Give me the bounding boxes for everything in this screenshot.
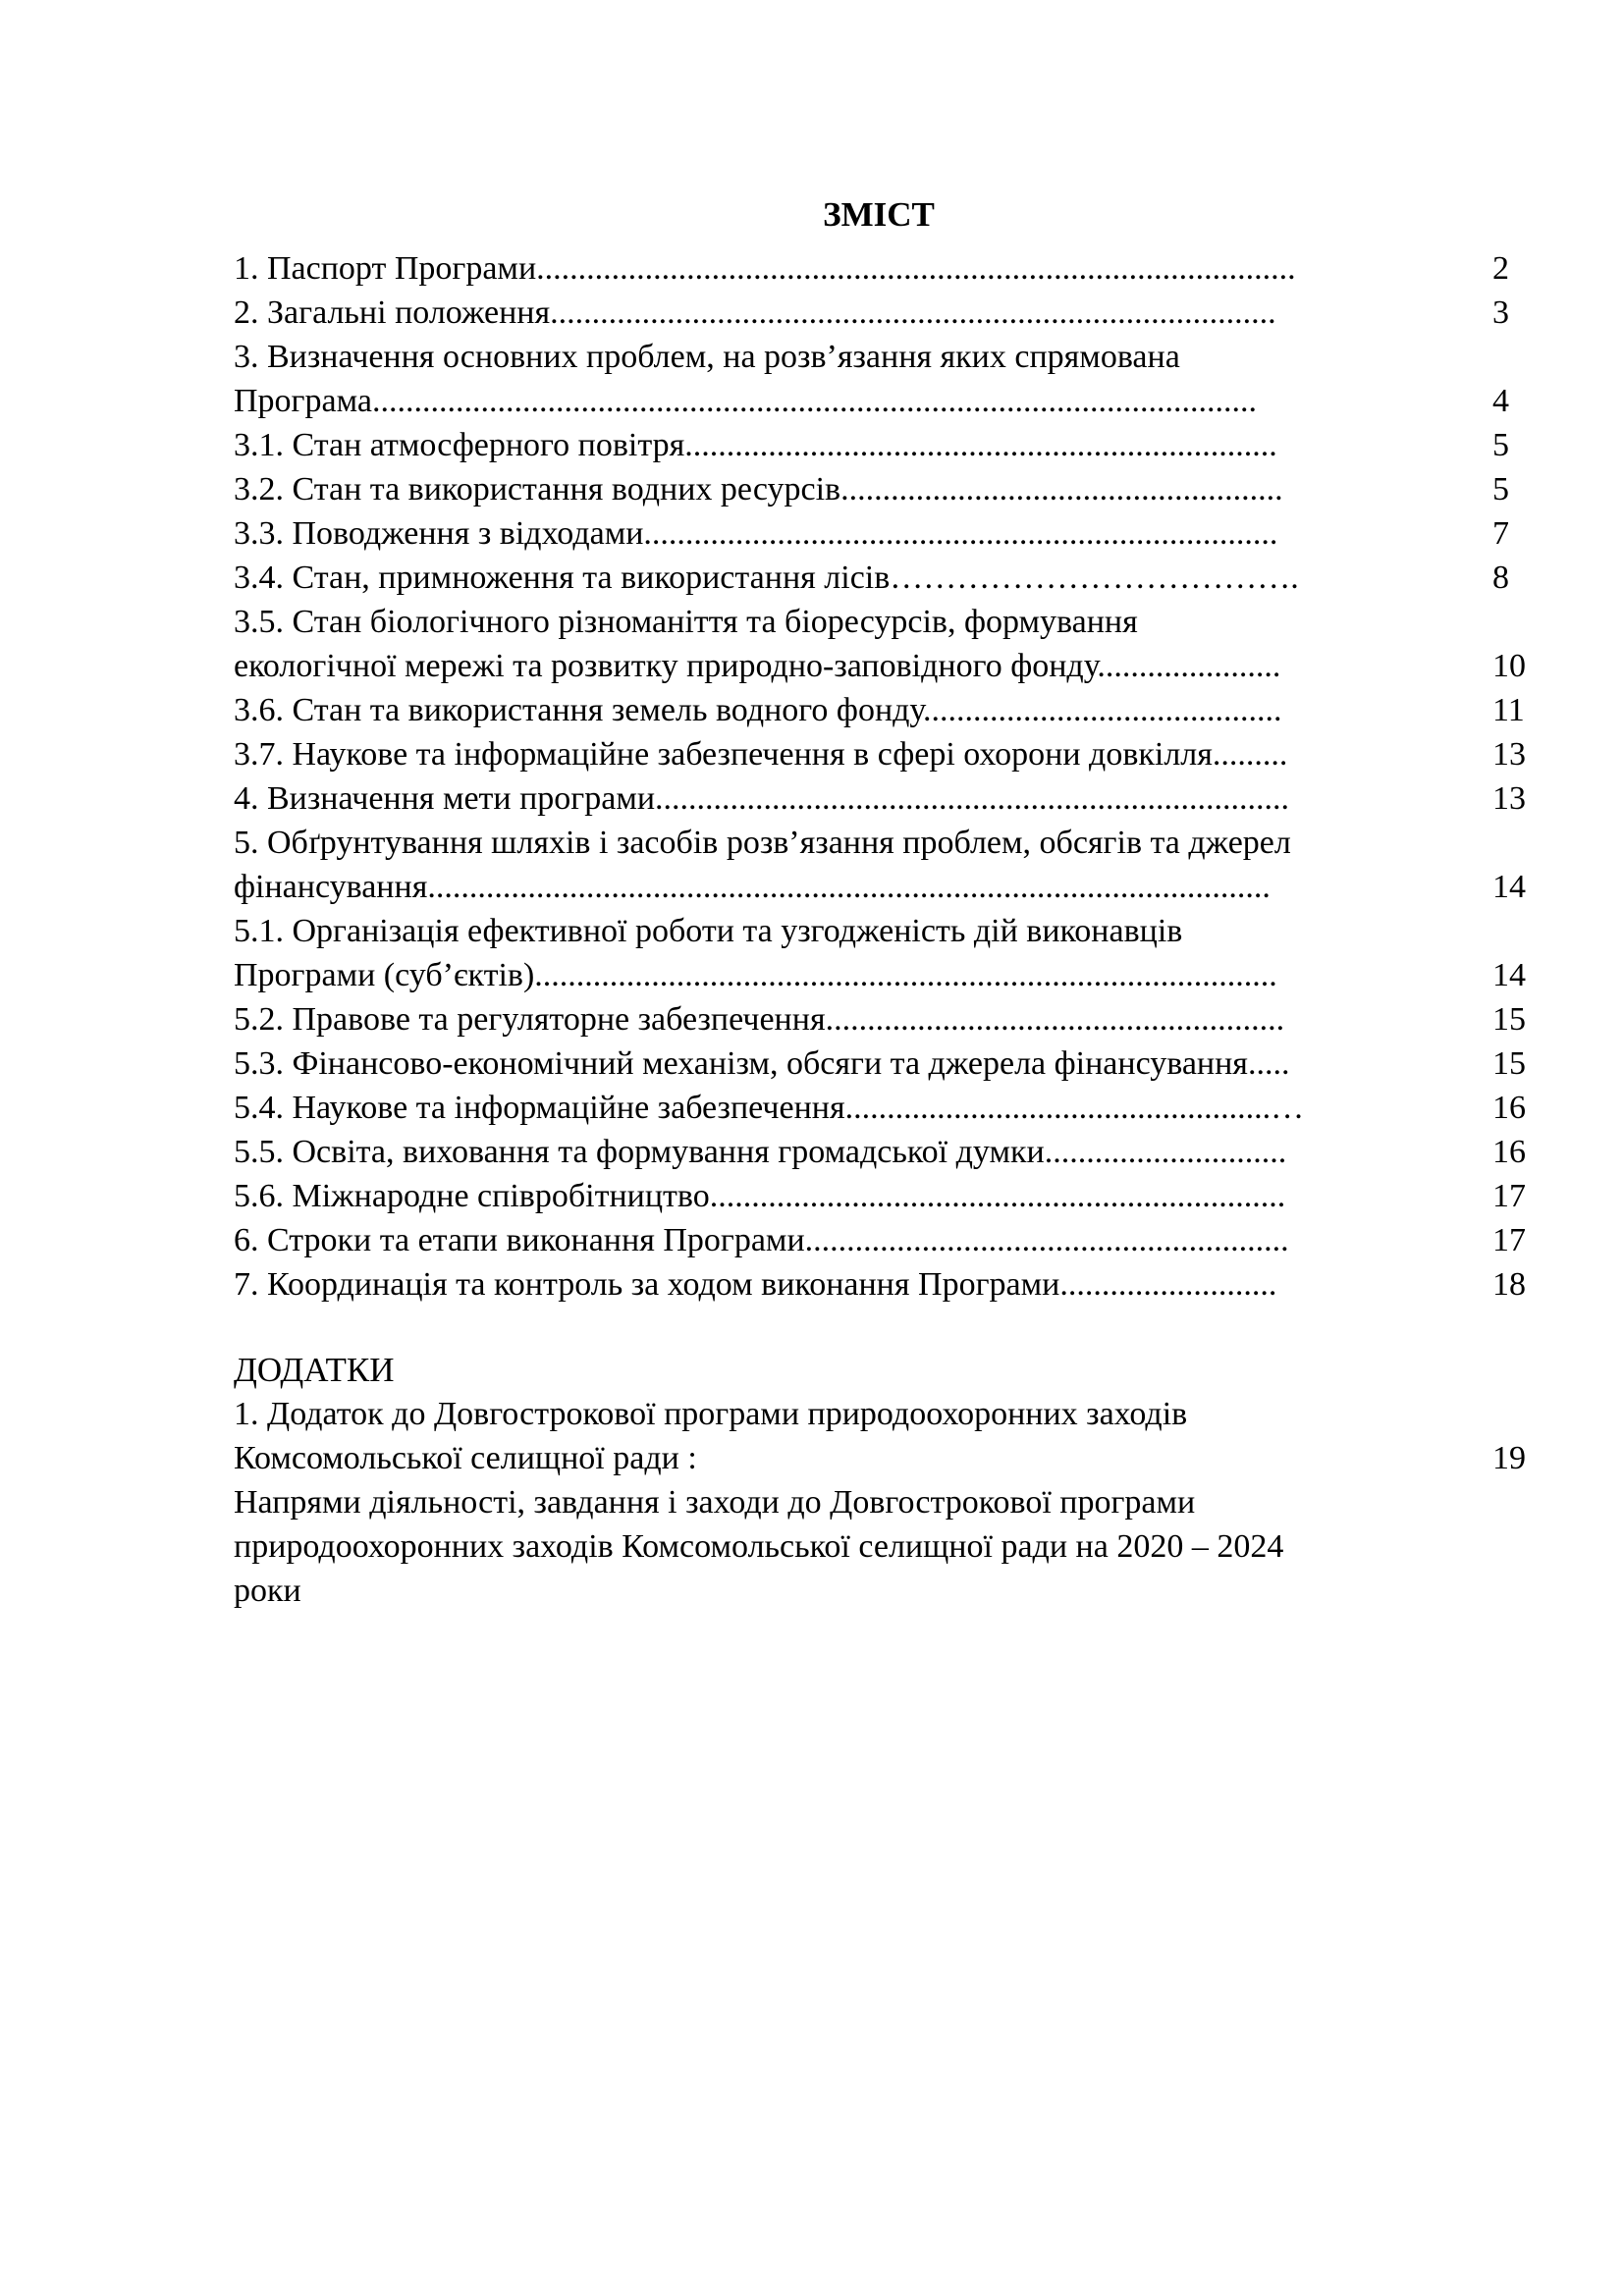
- toc-entry-page: 4: [1492, 383, 1509, 419]
- toc-entry-text: 5.1. Організація ефективної роботи та узгодженість дій виконавців: [234, 913, 1183, 949]
- appendix-line: [234, 1392, 1532, 1436]
- toc-entry: [234, 335, 1532, 379]
- toc-entry: [234, 688, 1532, 732]
- toc-entry-page: 5: [1492, 427, 1509, 463]
- toc-entry: [234, 909, 1532, 953]
- appendix-text: Напрями діяльності, завдання і заходи до Довгострокової програми: [234, 1484, 1196, 1521]
- toc-entry: [234, 600, 1532, 644]
- toc-entry-page: 17: [1492, 1178, 1526, 1214]
- toc-entry: [234, 1041, 1532, 1086]
- toc-entry-page: 15: [1492, 1045, 1526, 1082]
- toc-entry-text: 5.5. Освіта, виховання та формування громадської думки.............................: [234, 1134, 1287, 1170]
- appendix-text: роки: [234, 1573, 301, 1609]
- toc-entry: [234, 821, 1532, 865]
- toc-entry-text: 3.4. Стан, примноження та використання лісів……………………………….: [234, 560, 1299, 596]
- table-of-contents: [234, 246, 1532, 1307]
- toc-entry-text: фінансування.....................................................................................................: [234, 869, 1271, 905]
- appendix-line: [234, 1524, 1532, 1569]
- toc-entry: [234, 644, 1532, 688]
- toc-entry-page: 16: [1492, 1090, 1526, 1126]
- toc-entry-text: екологічної мережі та розвитку природно-заповідного фонду......................: [234, 648, 1281, 684]
- appendix-line: [234, 1436, 1532, 1480]
- toc-entry-text: 4. Визначення мети програми............................................................................: [234, 780, 1290, 817]
- toc-entry-text: 5.2. Правове та регуляторне забезпечення.......................................................: [234, 1001, 1285, 1038]
- appendix-text: Комсомольської селищної ради :: [234, 1440, 697, 1476]
- toc-entry-text: 5. Обґрунтування шляхів і засобів розв’язання проблем, обсягів та джерел: [234, 825, 1291, 861]
- toc-entry-page: 8: [1492, 560, 1509, 596]
- appendix-line: [234, 1480, 1532, 1524]
- toc-entry-page: 18: [1492, 1266, 1526, 1303]
- toc-entry-page: 15: [1492, 1001, 1526, 1038]
- toc-entry-page: 3: [1492, 294, 1509, 331]
- toc-entry: [234, 1262, 1532, 1307]
- toc-entry-text: 3.7. Наукове та інформаційне забезпечення в сфері охорони довкілля.........: [234, 736, 1288, 773]
- toc-entry-page: 2: [1492, 250, 1509, 287]
- toc-entry-text: 7. Координація та контроль за ходом виконання Програми..........................: [234, 1266, 1277, 1303]
- toc-entry-text: 2. Загальні положення.......................................................................................: [234, 294, 1276, 331]
- toc-entry: [234, 953, 1532, 997]
- toc-entry: [234, 1174, 1532, 1218]
- toc-entry: [234, 379, 1532, 423]
- toc-entry-text: 5.6. Міжнародне співробітництво.....................................................................: [234, 1178, 1286, 1214]
- toc-entry: [234, 246, 1532, 291]
- toc-entry-text: 3. Визначення основних проблем, на розв’язання яких спрямована: [234, 339, 1180, 375]
- toc-entry: [234, 997, 1532, 1041]
- toc-entry: [234, 556, 1532, 600]
- toc-entry-text: 3.1. Стан атмосферного повітря.......................................................................: [234, 427, 1277, 463]
- appendix-page: 19: [1492, 1440, 1526, 1476]
- page-title: ЗМІСТ: [823, 195, 935, 234]
- toc-entry: [234, 467, 1532, 511]
- toc-entry: [234, 291, 1532, 335]
- toc-entry-text: 3.2. Стан та використання водних ресурсів.....................................................: [234, 471, 1283, 507]
- toc-entry-text: 5.4. Наукове та інформаційне забезпечення...................................................…: [234, 1090, 1305, 1126]
- toc-entry: [234, 1086, 1532, 1130]
- toc-entry: [234, 732, 1532, 776]
- toc-entry-text: 3.5. Стан біологічного різноманіття та біоресурсів, формування: [234, 604, 1138, 640]
- toc-entry-page: 16: [1492, 1134, 1526, 1170]
- toc-entry-page: 17: [1492, 1222, 1526, 1258]
- toc-entry-page: 10: [1492, 648, 1526, 684]
- appendix-heading: ДОДАТКИ: [234, 1351, 395, 1389]
- toc-entry-text: 5.3. Фінансово-економічний механізм, обсяги та джерела фінансування.....: [234, 1045, 1290, 1082]
- toc-entry-page: 11: [1492, 692, 1525, 728]
- toc-entry-text: 3.6. Стан та використання земель водного фонду...........................................: [234, 692, 1282, 728]
- toc-entry-text: Програма..........................................................................................................: [234, 383, 1257, 419]
- toc-entry: [234, 511, 1532, 556]
- toc-entry: [234, 1130, 1532, 1174]
- toc-entry-text: 3.3. Поводження з відходами............................................................................: [234, 515, 1278, 552]
- appendix-list: [234, 1392, 1532, 1613]
- toc-entry-page: 7: [1492, 515, 1509, 552]
- toc-entry-text: 6. Строки та етапи виконання Програми..........................................................: [234, 1222, 1289, 1258]
- appendix-line: [234, 1569, 1532, 1613]
- toc-entry-page: 13: [1492, 736, 1526, 773]
- toc-entry-page: 14: [1492, 957, 1526, 993]
- appendix-text: природоохоронних заходів Комсомольської селищної ради на 2020 – 2024: [234, 1528, 1284, 1565]
- toc-entry-page: 13: [1492, 780, 1526, 817]
- toc-entry: [234, 776, 1532, 821]
- toc-entry: [234, 1218, 1532, 1262]
- toc-entry-text: Програми (суб’єктів).........................................................................................: [234, 957, 1277, 993]
- toc-entry-page: 5: [1492, 471, 1509, 507]
- toc-entry-page: 14: [1492, 869, 1526, 905]
- toc-entry-text: 1. Паспорт Програми...........................................................................................: [234, 250, 1296, 287]
- toc-entry: [234, 865, 1532, 909]
- toc-entry: [234, 423, 1532, 467]
- appendix-text: 1. Додаток до Довгострокової програми природоохоронних заходів: [234, 1396, 1188, 1432]
